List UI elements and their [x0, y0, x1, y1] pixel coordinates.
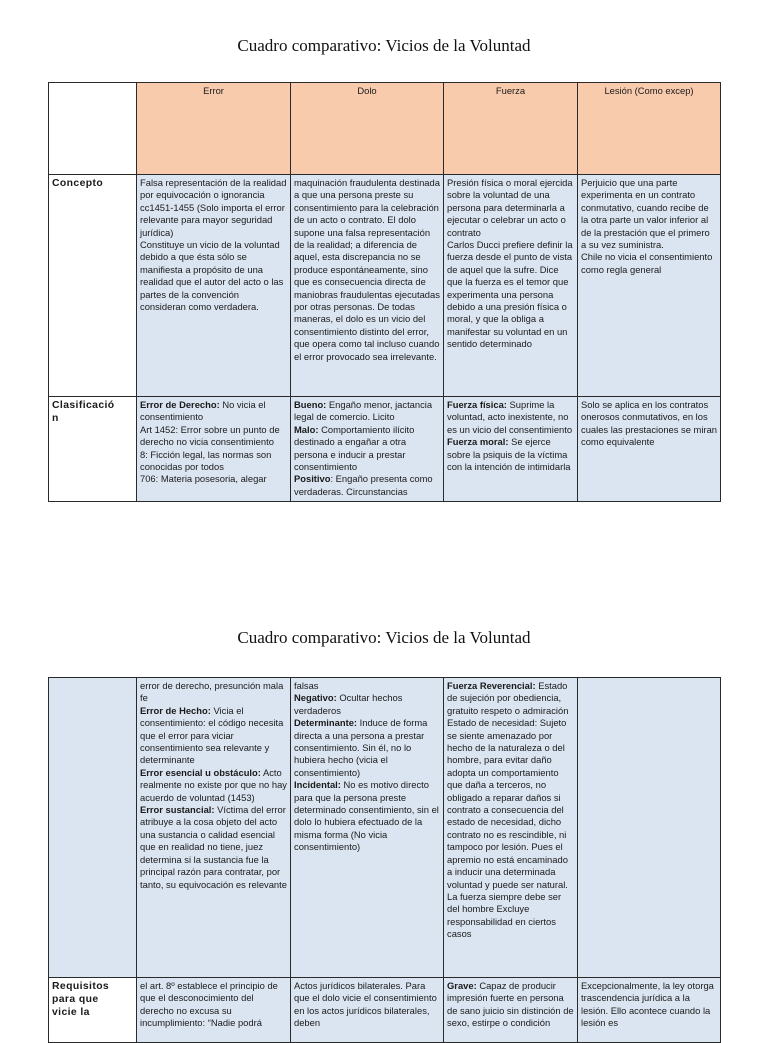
cell-paragraph [447, 399, 574, 436]
row-label-cell [49, 678, 137, 978]
cell-bold-text: Fuerza Reverencial: [447, 680, 536, 691]
cell-text: Perjuicio que una parte experimenta en un contrato conmutativo, cuando recibe de la otra parte un valor inferior al de la prestación que el primero a su vez suministra. [581, 177, 710, 251]
cell-bold-text: Fuerza física: [447, 399, 507, 410]
cell-paragraph [140, 239, 287, 313]
comparison-table-continued [48, 677, 721, 1043]
header-cell-error: Error [137, 83, 291, 175]
cell-paragraph [294, 717, 440, 779]
table-cell [578, 175, 721, 397]
cell-paragraph [581, 251, 717, 276]
cell-text: falsas [294, 680, 319, 691]
cell-text: maquinación fraudulenta destinada a que una persona preste su consentimiento para la celebración de un acto o contrato. El dolo supone una falsa representación de la realidad; a diferencia de aquel, esta discrepancia no se produce espontáneamente, sino que es consecuencia directa de maniobras fraudulentas ejecutadas por otras personas. De todas maneras, el dolo es un vicio del consentimiento distinto del error, que opera como tal incluso cuando el error provocado sea irrelevante. [294, 177, 440, 362]
table-cell [444, 175, 578, 397]
header-cell-dolo: Dolo [291, 83, 444, 175]
table-cell [291, 397, 444, 502]
table-header-row [49, 83, 721, 175]
table-cell [444, 678, 578, 978]
cell-paragraph [581, 177, 717, 251]
cell-text: Presión física o moral ejercida sobre la voluntad de una persona para determinarla a ejecutar o celebrar un acto o contrato [447, 177, 573, 238]
table-cell [137, 678, 291, 978]
cell-paragraph [140, 680, 287, 705]
table-cell [444, 978, 578, 1043]
cell-text: Se ejerce sobre la psiquis de la víctima con la intención de intimidarla [447, 436, 571, 473]
cell-text: el art. 8º establece el principio de que el desconocimiento del derecho no excusa su incumplimiento: “Nadie podrá [140, 980, 278, 1029]
table-row [49, 175, 721, 397]
cell-text: Suprime la voluntad, acto inexistente, no es un vicio del consentimiento [447, 399, 573, 435]
cell-paragraph [294, 399, 440, 424]
table-row [49, 978, 721, 1043]
cell-bold-text: Error sustancial: [140, 804, 215, 816]
cell-paragraph [140, 473, 287, 485]
cell-paragraph [140, 980, 287, 1030]
cell-text: Art 1452: Error sobre un punto de derecho no vicia consentimiento [140, 423, 280, 448]
cell-text: Solo se aplica en los contratos onerosos conmutativos, en los cuales las prestaciones se miran como equivalente [581, 399, 718, 448]
cell-paragraph [140, 449, 287, 474]
cell-bold-text: Fuerza moral: [447, 436, 509, 448]
header-cell-fuerza: Fuerza [444, 83, 578, 175]
table-cell [578, 678, 721, 978]
cell-paragraph [581, 399, 717, 449]
cell-paragraph [294, 177, 440, 363]
table-cell [578, 978, 721, 1043]
cell-paragraph [294, 980, 440, 1030]
cell-bold-text: Grave: [447, 980, 477, 991]
table-cell [137, 397, 291, 502]
cell-text: Actos jurídicos bilaterales. Para que el dolo vicie el consentimiento en los actos jurídicos bilaterales, deben [294, 980, 437, 1029]
cell-text: No vicia el consentimiento [140, 399, 266, 423]
cell-text: 706: Materia posesoria, alegar [140, 473, 267, 485]
cell-text: : Engaño presenta como verdaderas. Circunstancias [294, 473, 433, 497]
cell-text: Induce de forma directa a una persona a prestar consentimiento. Sin él, no lo hubiera hecho (vicia el consentimiento) [294, 717, 428, 778]
cell-text: Carlos Ducci prefiere definir la fuerza desde el punto de vista de aquel que la sufre. Dice que la fuerza es el temor que experimenta una persona debido a una presión física o moral, y que la obliga a manifestar su voluntad en un sentido determinado [447, 239, 573, 350]
table-row [49, 397, 721, 502]
cell-paragraph [140, 767, 287, 804]
page-title: Cuadro comparativo: Vicios de la Voluntad [237, 36, 531, 55]
cell-text: No es motivo directo para que la persona preste determinado consentimiento, sin el dolo lo hubiera efectuado de la misma forma (No vicia consentimiento) [294, 779, 439, 853]
cell-text: Falsa representación de la realidad por equivocación o ignorancia cc1451-1455 (Solo importa el error relevante para mayor seguridad jurídica) [140, 177, 287, 238]
cell-paragraph [294, 473, 440, 498]
row-label-cell [49, 175, 137, 397]
cell-bold-text: Error esencial u obstáculo: [140, 766, 261, 778]
cell-text: Excepcionalmente, la ley otorga trascendencia jurídica a la lesión. Ello acontece cuando la lesión es [581, 980, 714, 1029]
cell-paragraph [447, 436, 574, 473]
row-label: Clasificació n [52, 400, 115, 424]
cell-paragraph [140, 424, 287, 449]
row-label: Concepto [52, 178, 104, 189]
cell-paragraph [581, 980, 717, 1030]
table-cell [444, 397, 578, 502]
cell-bold-text: Bueno: [294, 399, 327, 410]
cell-bold-text: Incidental: [294, 779, 341, 791]
row-label-cell [49, 978, 137, 1043]
page-title: Cuadro comparativo: Vicios de la Voluntad [237, 628, 531, 647]
cell-bold-text: Error de Hecho: [140, 704, 211, 716]
cell-paragraph [140, 399, 287, 424]
cell-text: Vicia el consentimiento: el código necesita que el error para viciar consentimiento sea relevante y determinante [140, 704, 284, 766]
row-label-cell [49, 397, 137, 502]
cell-text: Chile no vicia el consentimiento como regla general [581, 251, 713, 275]
header-cell-lesion: Lesión (Como excep) [578, 83, 721, 175]
row-label: Requisitos para que vicie la [52, 981, 110, 1018]
table-cell [578, 397, 721, 502]
table-row [49, 678, 721, 978]
cell-paragraph [140, 177, 287, 239]
cell-bold-text: Malo: [294, 423, 319, 435]
cell-bold-text: Determinante: [294, 717, 358, 729]
cell-text: Acto realmente no existe por que no hay acuerdo de voluntad (1453) [140, 766, 287, 803]
cell-paragraph [140, 705, 287, 767]
cell-text: Estado de necesidad: Sujeto se siente amenazado por hecho de la naturaleza o del hombre, para evitar daño adopta un comportamiento que daña a terceros, no obligado a reparar daños si contrato a consecuencia del estado de necesidad, dicho contrato no es rescindible, ni tampoco por lesión. Pues el apremio no está encaminado a inducir una determinada voluntad y puede ser natural. La fuerza siempre debe ser del hombre Excluye responsabilidad en ciertos casos [447, 717, 568, 940]
cell-text: Estado de sujeción por obediencia, gratuito respeto o admiración [447, 680, 569, 716]
cell-text: Engaño menor, jactancia legal de comercio. Licito [294, 399, 433, 423]
cell-paragraph [294, 680, 440, 692]
cell-paragraph [294, 692, 440, 717]
cell-paragraph [447, 980, 574, 1030]
table-cell [137, 175, 291, 397]
cell-paragraph [447, 239, 574, 351]
cell-paragraph [447, 717, 574, 940]
cell-bold-text: Negativo: [294, 692, 337, 704]
cell-text: Comportamiento ilícito destinado a engañar a otra persona e inducir a prestar consentimiento [294, 423, 415, 473]
cell-paragraph [447, 177, 574, 239]
table-cell [291, 978, 444, 1043]
comparison-table [48, 82, 721, 502]
cell-bold-text: Error de Derecho: [140, 399, 220, 410]
table-cell [291, 678, 444, 978]
cell-paragraph [294, 424, 440, 474]
header-corner-cell [49, 83, 137, 175]
cell-paragraph [294, 779, 440, 853]
cell-text: Constituye un vicio de la voluntad debido a que ésta sólo se manifiesta a propósito de una realidad que el autor del acto o las partes de la convención consideran como verdadera. [140, 239, 284, 313]
cell-paragraph [140, 804, 287, 891]
table-cell [137, 978, 291, 1043]
cell-paragraph [447, 680, 574, 717]
cell-text: Ocultar hechos verdaderos [294, 692, 403, 716]
cell-bold-text: Positivo [294, 473, 331, 485]
cell-text: Víctima del error atribuye a la cosa objeto del acto una sustancia o calidad esencial que en realidad no tiene, juez determina si la sustancia fue la principal razón para contratar, por tanto, su equivocación es relevante [140, 804, 287, 890]
table-cell [291, 175, 444, 397]
cell-text: 8: Ficción legal, las normas son conocidas por todos [140, 448, 272, 473]
cell-text: Capaz de producir impresión fuerte en persona de sano juicio sin distinción de sexo, estirpe o condición [447, 980, 574, 1029]
cell-text: error de derecho, presunción mala fe [140, 680, 284, 704]
row-label [49, 678, 136, 977]
